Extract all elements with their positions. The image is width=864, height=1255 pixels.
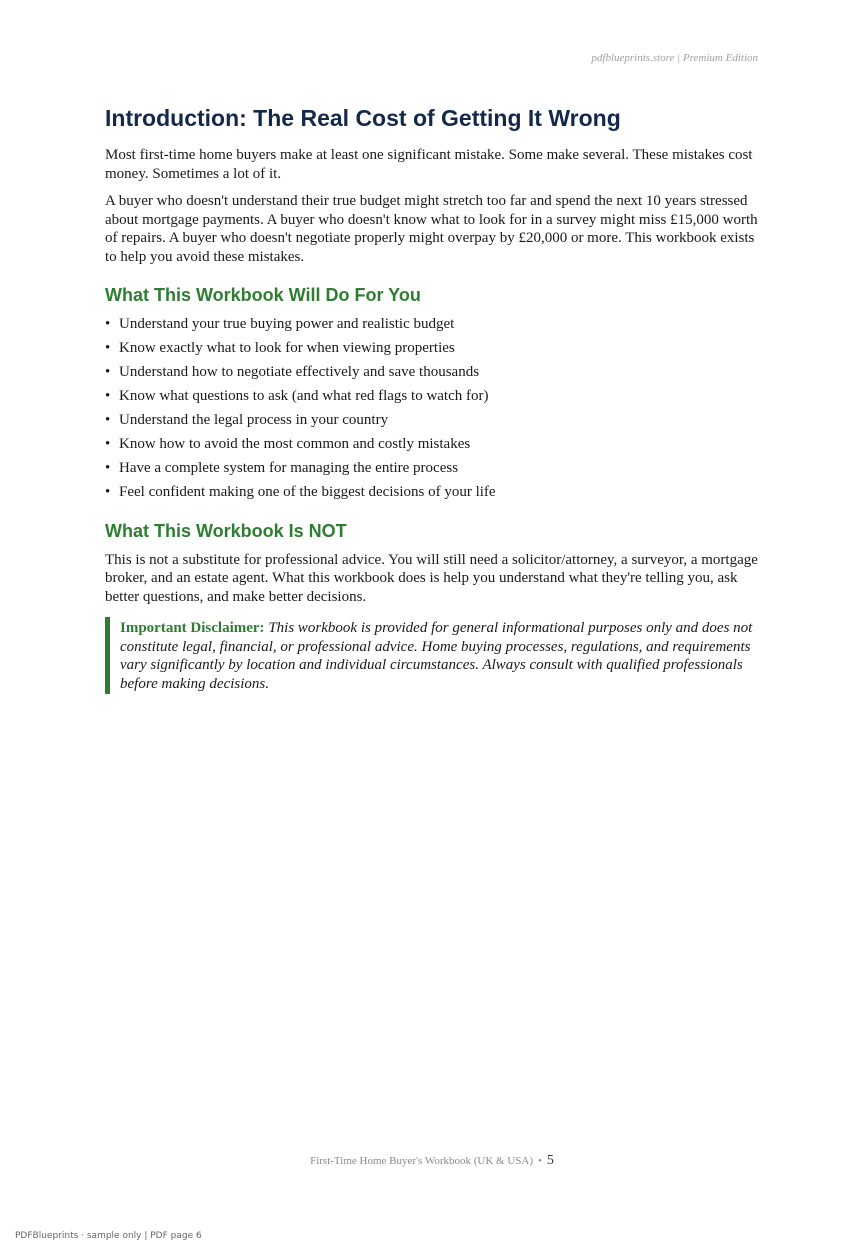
list-item-text: Know exactly what to look for when viewing properties	[119, 340, 455, 356]
not-substitute-paragraph: This is not a substitute for professional advice. You will still need a solicitor/attorney, a surveyor, a mortgage broker, and an estate agent. What this workbook does is help you understand what they're telling you, ask better questions, and make better decisions.	[105, 551, 758, 605]
list-item-text: Understand your true buying power and realistic budget	[119, 316, 455, 332]
page-content	[105, 104, 759, 694]
benefits-list	[105, 315, 759, 502]
bullet-icon: •	[105, 412, 111, 428]
bullet-icon: •	[105, 340, 111, 356]
page-footer	[0, 1153, 864, 1169]
intro-paragraph-1: Most first-time home buyers make at least one significant mistake. Some make several. These mistakes cost money. Sometimes a lot of it.	[105, 147, 753, 182]
page-number: 5	[546, 1153, 554, 1168]
footer-book-title: First-Time Home Buyer's Workbook (UK & USA)	[310, 1155, 534, 1167]
section-heading-will-do: What This Workbook Will Do For You	[105, 285, 421, 305]
intro-paragraph-2: A buyer who doesn't understand their true budget might stretch too far and spend the next 10 years stressed about mortgage payments. A buyer who doesn't know what to look for in a survey might miss £15,000 worth of repairs. A buyer who doesn't negotiate properly might overpay by £20,000 or more. This workbook exists to help you avoid these mistakes.	[105, 193, 758, 265]
list-item	[105, 339, 759, 358]
list-item	[105, 459, 759, 478]
footer-separator: •	[538, 1155, 542, 1167]
bullet-icon: •	[105, 316, 111, 332]
list-item	[105, 435, 759, 454]
list-item-text: Know how to avoid the most common and costly mistakes	[119, 436, 471, 452]
running-header: pdfblueprints.store | Premium Edition	[591, 52, 758, 64]
page-title: Introduction: The Real Cost of Getting It Wrong	[105, 105, 621, 131]
sample-watermark: PDFBlueprints · sample only | PDF page 6	[15, 1231, 202, 1241]
disclaimer-text: This workbook is provided for general informational purposes only and does not constitute legal, financial, or professional advice. Home buying processes, regulations, and requirements vary significantly by location and individual circumstances. Always consult with qualified professionals before making decisions.	[120, 620, 753, 692]
list-item-text: Feel confident making one of the biggest decisions of your life	[119, 484, 496, 500]
section-heading-is-not: What This Workbook Is NOT	[105, 520, 347, 541]
list-item	[105, 363, 759, 382]
list-item-text: Have a complete system for managing the entire process	[119, 460, 459, 476]
list-item-text: Know what questions to ask (and what red flags to watch for)	[119, 388, 489, 404]
list-item	[105, 483, 759, 502]
bullet-icon: •	[105, 388, 111, 404]
list-item-text: Understand the legal process in your country	[119, 412, 389, 428]
list-item	[105, 411, 759, 430]
list-item	[105, 315, 759, 334]
bullet-icon: •	[105, 460, 111, 476]
disclaimer-callout	[105, 617, 759, 694]
bullet-icon: •	[105, 484, 111, 500]
list-item-text: Understand how to negotiate effectively and save thousands	[119, 364, 480, 380]
bullet-icon: •	[105, 436, 111, 452]
bullet-icon: •	[105, 364, 111, 380]
disclaimer-label: Important Disclaimer:	[120, 620, 265, 636]
list-item	[105, 387, 759, 406]
